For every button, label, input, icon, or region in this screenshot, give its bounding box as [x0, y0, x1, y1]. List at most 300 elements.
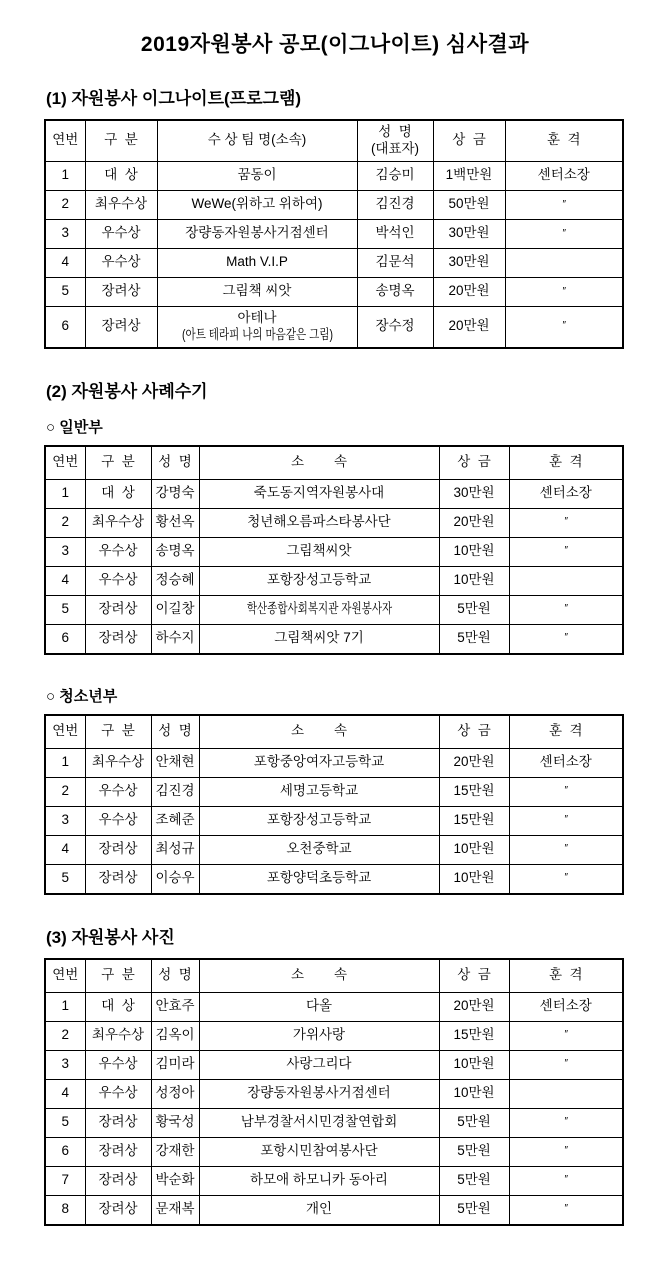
table-cell: [433, 190, 505, 219]
table-cell: [433, 219, 505, 248]
cell-text: 6: [61, 1143, 69, 1159]
table-row: [45, 595, 623, 624]
table-cell: [157, 161, 357, 190]
table-cell: [509, 864, 623, 894]
table-cell: [199, 992, 439, 1021]
cell-text: 6: [61, 318, 69, 334]
cell-text: 4: [61, 572, 69, 588]
cell-text: ″: [563, 1145, 568, 1157]
cell-text: ″: [563, 872, 568, 884]
table-cell: [45, 992, 85, 1021]
cell-text: 연번: [52, 723, 79, 739]
table-row: [45, 1166, 623, 1195]
cell-text: 청년해오름파스타봉사단: [247, 514, 391, 530]
cell-text: ″: [563, 843, 568, 855]
cell-text: 2: [61, 196, 69, 212]
table-row: [45, 1021, 623, 1050]
table-cell: [433, 248, 505, 277]
cell-text: 남부경찰서시민경찰연합회: [240, 1114, 398, 1130]
table-cell: [45, 777, 85, 806]
cell-text: 그림책 씨앗: [222, 283, 292, 299]
table-cell: [85, 1050, 151, 1079]
cell-text: 우수상: [98, 1056, 138, 1072]
table-cell: [509, 1050, 623, 1079]
cell-text: 2: [61, 514, 69, 530]
cell-text: 장려상: [98, 1143, 138, 1159]
cell-text: 최우수상: [91, 1027, 145, 1043]
table-cell: [45, 219, 85, 248]
cell-text: 7: [61, 1172, 69, 1188]
table-cell: [439, 1166, 509, 1195]
awards-table-essay-youth: [44, 714, 624, 895]
cell-text: 문재복: [155, 1201, 195, 1217]
cell-text: 황선옥: [155, 514, 195, 530]
cell-text: 포항장성고등학교: [266, 572, 372, 588]
table-cell: [509, 806, 623, 835]
table-cell: [85, 566, 151, 595]
table-cell: [151, 1021, 199, 1050]
cell-text: 대 상: [101, 998, 135, 1014]
table-cell: [439, 777, 509, 806]
table-cell: [85, 219, 157, 248]
cell-text: 15만원: [453, 783, 495, 799]
table-row: [45, 479, 623, 508]
table-cell: [85, 835, 151, 864]
table-cell: [199, 479, 439, 508]
cell-text: ″: [561, 285, 566, 297]
cell-text: 1: [61, 998, 69, 1014]
table-cell: [85, 277, 157, 306]
table-header-cell: [509, 446, 623, 480]
table-cell: [505, 219, 623, 248]
table-cell: [199, 777, 439, 806]
table-header-cell: [151, 959, 199, 993]
table-cell: [45, 537, 85, 566]
table-cell: [151, 1166, 199, 1195]
section-essay: [44, 377, 626, 895]
table-cell: [85, 161, 157, 190]
table-cell: [199, 1050, 439, 1079]
table-cell: [439, 508, 509, 537]
table-cell: [157, 248, 357, 277]
cell-text: 10만원: [453, 870, 495, 886]
cell-text: 3: [61, 543, 69, 559]
table-row: [45, 777, 623, 806]
cell-text: 15만원: [453, 1027, 495, 1043]
table-cell: [199, 624, 439, 654]
awards-table-photo: [44, 958, 624, 1226]
table-cell: [85, 190, 157, 219]
table-cell: [199, 864, 439, 894]
table-cell: [151, 1108, 199, 1137]
table-header-row: [45, 446, 623, 480]
cell-text: 구 분: [101, 454, 135, 470]
table-cell: [509, 1137, 623, 1166]
cell-text: 4: [61, 1085, 69, 1101]
cell-text: 30만원: [448, 254, 490, 270]
table-cell: [85, 1137, 151, 1166]
cell-text: 포항중앙여자고등학교: [253, 754, 385, 770]
table-cell: [45, 806, 85, 835]
table-cell: [357, 277, 433, 306]
table-row: [45, 1050, 623, 1079]
awards-table-ignite: [44, 119, 624, 349]
cell-text: 우수상: [101, 254, 141, 270]
cell-text: 김진경: [375, 196, 415, 212]
cell-text: 이승우: [155, 870, 195, 886]
table-cell: [357, 219, 433, 248]
table-cell: [45, 479, 85, 508]
table-cell: [85, 624, 151, 654]
table-row: [45, 992, 623, 1021]
cell-text: 3: [61, 812, 69, 828]
cell-text: 연번: [52, 967, 79, 983]
table-cell: [509, 508, 623, 537]
cell-text: 6: [61, 630, 69, 646]
table-cell: [433, 277, 505, 306]
table-row: [45, 864, 623, 894]
table-header-cell: [151, 715, 199, 749]
table-cell: [439, 566, 509, 595]
table-cell: [439, 806, 509, 835]
cell-text: 성 명: [158, 967, 192, 983]
table-cell: [85, 777, 151, 806]
table-row: [45, 1079, 623, 1108]
cell-text: 우수상: [98, 812, 138, 828]
cell-text: 5만원: [457, 601, 491, 617]
table-cell: [439, 1079, 509, 1108]
cell-text: 장려상: [98, 1114, 138, 1130]
table-header-cell: [45, 959, 85, 993]
table-cell: [85, 1166, 151, 1195]
table-cell: [45, 1166, 85, 1195]
table-cell: [439, 624, 509, 654]
table-cell: [85, 479, 151, 508]
cell-text: 장수정: [375, 318, 415, 334]
cell-text: ″: [563, 603, 568, 615]
table-cell: [85, 992, 151, 1021]
cell-text: 10만원: [453, 841, 495, 857]
cell-text: 수 상 팀 명(소속): [207, 132, 307, 148]
cell-text: (아트 테라피 나의 마음같은 그림): [181, 326, 333, 342]
cell-text: 30만원: [453, 485, 495, 501]
table-cell: [199, 1166, 439, 1195]
cell-text: 대 상: [104, 167, 138, 183]
table-cell: [151, 1079, 199, 1108]
cell-text: 상 금: [452, 132, 486, 148]
table-header-cell: [45, 120, 85, 161]
cell-text: 구 분: [104, 132, 138, 148]
table-cell: [357, 306, 433, 347]
table-row: [45, 277, 623, 306]
cell-text: 5만원: [457, 630, 491, 646]
table-cell: [199, 566, 439, 595]
cell-text: 구 분: [101, 967, 135, 983]
table-row: [45, 1195, 623, 1225]
cell-text: ″: [561, 320, 566, 332]
cell-text: 5: [61, 283, 69, 299]
table-cell: [199, 508, 439, 537]
section-ignite-program: [44, 84, 626, 349]
table-cell: [357, 161, 433, 190]
table-cell: [509, 1108, 623, 1137]
table-cell: [151, 479, 199, 508]
table-cell: [439, 1137, 509, 1166]
cell-text: 1: [61, 167, 69, 183]
cell-text: 연번: [52, 454, 79, 470]
cell-text: ″: [561, 198, 566, 210]
table-cell: [509, 1079, 623, 1108]
cell-text: 15만원: [453, 812, 495, 828]
table-row: [45, 306, 623, 347]
cell-text: 오천중학교: [286, 841, 352, 857]
cell-text: 50만원: [448, 196, 490, 212]
table-cell: [151, 777, 199, 806]
cell-text: 장려상: [98, 841, 138, 857]
cell-text: 성 명: [158, 723, 192, 739]
cell-text: (대표자): [370, 140, 420, 156]
table-header-cell: [199, 715, 439, 749]
table-header-cell: [509, 959, 623, 993]
table-cell: [199, 806, 439, 835]
table-cell: [509, 566, 623, 595]
cell-text: 연번: [52, 132, 79, 148]
cell-text: 조혜준: [155, 812, 195, 828]
table-header-row: [45, 959, 623, 993]
table-row: [45, 190, 623, 219]
cell-text: 최우수상: [94, 196, 148, 212]
cell-text: 안채현: [155, 754, 195, 770]
cell-text: 장려상: [101, 283, 141, 299]
cell-text: 훈 격: [548, 454, 583, 470]
table-cell: [45, 248, 85, 277]
cell-text: 우수상: [101, 225, 141, 241]
cell-text: ″: [563, 632, 568, 644]
table-cell: [85, 1108, 151, 1137]
cell-text: 포항양덕초등학교: [266, 870, 372, 886]
table-cell: [151, 864, 199, 894]
table-row: [45, 1108, 623, 1137]
cell-text: 5만원: [457, 1201, 491, 1217]
table-cell: [509, 479, 623, 508]
cell-text: 성 명: [158, 454, 192, 470]
table-row: [45, 1137, 623, 1166]
table-cell: [439, 748, 509, 777]
cell-text: ″: [563, 1029, 568, 1041]
table-cell: [85, 806, 151, 835]
table-header-cell: [505, 120, 623, 161]
cell-text: 20만원: [448, 318, 490, 334]
cell-text: 송명옥: [375, 283, 415, 299]
cell-text: 박석인: [375, 225, 415, 241]
cell-text: 1백만원: [445, 167, 493, 183]
table-cell: [45, 161, 85, 190]
table-row: [45, 748, 623, 777]
cell-text: 그림책씨앗 7기: [274, 630, 364, 646]
table-header-cell: [45, 446, 85, 480]
table-cell: [151, 508, 199, 537]
cell-text: 10만원: [453, 1056, 495, 1072]
cell-text: 우수상: [98, 783, 138, 799]
table-cell: [509, 992, 623, 1021]
cell-text: 센터소장: [539, 485, 592, 501]
table-cell: [433, 161, 505, 190]
cell-text: 장려상: [98, 1172, 138, 1188]
table-cell: [151, 624, 199, 654]
cell-text: 2: [61, 1027, 69, 1043]
cell-text: 최우수상: [91, 514, 145, 530]
cell-text: ″: [563, 1058, 568, 1070]
section-photo: [44, 923, 626, 1226]
cell-text: 김진경: [155, 783, 195, 799]
table-cell: [439, 1050, 509, 1079]
cell-text: 사랑그리다: [286, 1056, 352, 1072]
cell-text: 학산종합사회복지관 자원봉사자: [246, 601, 392, 617]
table-cell: [45, 1050, 85, 1079]
table-cell: [199, 1021, 439, 1050]
subsection-label-general: ○ 일반부: [46, 418, 103, 436]
table-header-cell: [439, 715, 509, 749]
table-cell: [433, 306, 505, 347]
table-cell: [45, 566, 85, 595]
table-cell: [199, 835, 439, 864]
cell-text: 10만원: [453, 572, 495, 588]
section-heading-ignite: (1) 자원봉사 이그나이트(프로그램): [46, 89, 302, 108]
cell-text: 장량동자원봉사거점센터: [247, 1085, 391, 1101]
table-cell: [151, 748, 199, 777]
cell-text: 20만원: [453, 514, 495, 530]
cell-text: Math V.I.P: [226, 254, 288, 270]
cell-text: 장려상: [98, 1201, 138, 1217]
cell-text: 4: [61, 254, 69, 270]
table-cell: [45, 624, 85, 654]
table-cell: [85, 537, 151, 566]
table-cell: [509, 1195, 623, 1225]
table-cell: [45, 306, 85, 347]
table-cell: [199, 595, 439, 624]
awards-table-essay-general: [44, 445, 624, 655]
cell-text: 3: [61, 1056, 69, 1072]
cell-text: 5만원: [457, 1114, 491, 1130]
cell-text: 센터소장: [539, 754, 592, 770]
cell-text: 김옥이: [155, 1027, 195, 1043]
cell-text: 우수상: [98, 1085, 138, 1101]
cell-text: 강명숙: [155, 485, 195, 501]
table-cell: [45, 835, 85, 864]
cell-text: 5만원: [457, 1172, 491, 1188]
document-title: 2019자원봉사 공모(이그나이트) 심사결과: [140, 33, 530, 56]
table-cell: [505, 306, 623, 347]
table-cell: [199, 1079, 439, 1108]
table-header-row: [45, 715, 623, 749]
cell-text: 세명고등학교: [279, 783, 359, 799]
table-header-cell: [85, 446, 151, 480]
cell-text: 구 분: [101, 723, 135, 739]
cell-text: 소 속: [290, 967, 348, 983]
cell-text: ″: [563, 545, 568, 557]
table-header-cell: [85, 120, 157, 161]
cell-text: 그림책씨앗: [286, 543, 352, 559]
cell-text: 포항장성고등학교: [266, 812, 372, 828]
cell-text: 죽도동지역자원봉사대: [253, 485, 385, 501]
cell-text: ″: [563, 1174, 568, 1186]
table-cell: [45, 1195, 85, 1225]
table-cell: [439, 479, 509, 508]
table-cell: [439, 595, 509, 624]
cell-text: 5: [61, 870, 69, 886]
table-row: [45, 806, 623, 835]
table-cell: [509, 1166, 623, 1195]
table-row: [45, 566, 623, 595]
cell-text: ″: [563, 1203, 568, 1215]
cell-text: 훈 격: [548, 723, 583, 739]
table-cell: [509, 1021, 623, 1050]
table-cell: [439, 864, 509, 894]
cell-text: 박순화: [155, 1172, 195, 1188]
cell-text: ″: [563, 1116, 568, 1128]
cell-text: 1: [61, 754, 69, 770]
table-cell: [509, 624, 623, 654]
cell-text: 대 상: [101, 485, 135, 501]
cell-text: 강재한: [155, 1143, 195, 1159]
table-header-cell: [85, 959, 151, 993]
subsection-label-youth: ○ 청소년부: [46, 687, 118, 705]
table-cell: [199, 1137, 439, 1166]
table-header-cell: [45, 715, 85, 749]
table-cell: [151, 806, 199, 835]
cell-text: 8: [61, 1201, 69, 1217]
table-cell: [199, 748, 439, 777]
table-cell: [439, 1021, 509, 1050]
table-cell: [505, 277, 623, 306]
table-cell: [151, 992, 199, 1021]
cell-text: 최성규: [155, 841, 195, 857]
cell-text: 성정아: [155, 1085, 195, 1101]
table-header-cell: [433, 120, 505, 161]
cell-text: 정승혜: [155, 572, 195, 588]
cell-text: 5: [61, 601, 69, 617]
cell-text: 하모애 하모니카 동아리: [250, 1172, 388, 1188]
cell-text: 소 속: [290, 723, 348, 739]
table-cell: [45, 1137, 85, 1166]
cell-text: 훈 격: [546, 132, 581, 148]
cell-text: 상 금: [457, 723, 491, 739]
table-cell: [439, 1108, 509, 1137]
table-cell: [85, 306, 157, 347]
table-cell: [509, 835, 623, 864]
cell-text: 상 금: [457, 967, 491, 983]
table-cell: [85, 248, 157, 277]
table-header-cell: [439, 446, 509, 480]
cell-text: 포항시민참여봉사단: [260, 1143, 378, 1159]
table-cell: [45, 277, 85, 306]
table-cell: [85, 1079, 151, 1108]
cell-text: 가위사랑: [292, 1027, 346, 1043]
cell-text: 상 금: [457, 454, 491, 470]
cell-text: 장려상: [101, 318, 141, 334]
table-cell: [85, 508, 151, 537]
cell-text: WeWe(위하고 위하여): [191, 196, 323, 212]
section-heading-photo: (3) 자원봉사 사진: [46, 927, 175, 947]
table-cell: [151, 1195, 199, 1225]
table-cell: [151, 595, 199, 624]
cell-text: 이길창: [155, 601, 195, 617]
table-row: [45, 219, 623, 248]
table-cell: [45, 508, 85, 537]
cell-text: ″: [563, 814, 568, 826]
table-header-cell: [357, 120, 433, 161]
table-cell: [439, 537, 509, 566]
